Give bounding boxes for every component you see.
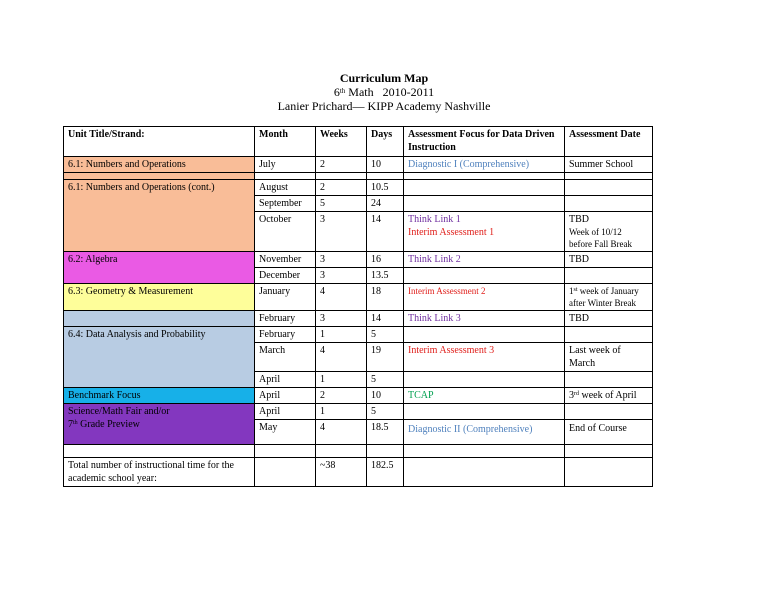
month-cell: April xyxy=(255,388,316,404)
month-cell: February xyxy=(255,327,316,343)
weeks-cell: 5 xyxy=(316,196,367,212)
table-row xyxy=(64,311,653,327)
focus-cell: Interim Assessment 3 xyxy=(404,343,565,372)
weeks-cell: 4 xyxy=(316,420,367,445)
date-cell xyxy=(565,284,653,311)
unit-cell: 6.1: Numbers and Operations xyxy=(64,157,255,173)
focus-cell: Think Link 3 xyxy=(404,311,565,327)
unit-cell: 6.1: Numbers and Operations (cont.) xyxy=(64,180,255,252)
date-cell: TBD xyxy=(565,311,653,327)
spacer-cell xyxy=(404,445,565,458)
date-text: week of April xyxy=(579,390,637,401)
days-cell: 24 xyxy=(367,196,404,212)
subject-year: Math 2010-2011 xyxy=(348,85,435,99)
grade-suffix: th xyxy=(339,87,346,95)
date-cell xyxy=(565,180,653,196)
days-cell: 5 xyxy=(367,372,404,388)
date-text: week of January xyxy=(577,286,639,296)
date-cell xyxy=(565,212,653,252)
spacer-cell xyxy=(565,445,653,458)
date-line: before Fall Break xyxy=(569,239,632,249)
month-cell: April xyxy=(255,372,316,388)
unit-cell: 6.4: Data Analysis and Probability xyxy=(64,327,255,388)
date-cell xyxy=(565,268,653,284)
spacer-row xyxy=(64,445,653,458)
total-label: Total number of instructional time for the academic school year: xyxy=(64,458,255,487)
days-cell: 10 xyxy=(367,157,404,173)
table-row xyxy=(64,157,653,173)
focus-cell: Diagnostic II (Comprehensive) xyxy=(404,420,565,445)
weeks-cell: 2 xyxy=(316,388,367,404)
unit-text: Grade Preview xyxy=(77,419,140,430)
month-cell: January xyxy=(255,284,316,311)
table-row xyxy=(64,327,653,343)
total-month-cell xyxy=(255,458,316,487)
unit-line xyxy=(68,418,250,431)
weeks-cell xyxy=(316,173,367,180)
col-header-month: Month xyxy=(255,127,316,157)
date-cell xyxy=(565,388,653,404)
date-cell: End of Course xyxy=(565,420,653,445)
date-cell xyxy=(565,372,653,388)
total-weeks: ~38 xyxy=(316,458,367,487)
month-cell: December xyxy=(255,268,316,284)
page-title: Curriculum Map xyxy=(339,71,429,85)
date-cell: TBD xyxy=(565,252,653,268)
focus-cell xyxy=(404,372,565,388)
focus-cell xyxy=(404,173,565,180)
table-row xyxy=(64,252,653,268)
weeks-cell: 1 xyxy=(316,404,367,420)
focus-cell xyxy=(404,196,565,212)
date-ordinal-suffix: rd xyxy=(574,391,579,397)
unit-grade-number: 7 xyxy=(68,419,73,430)
total-date-cell xyxy=(565,458,653,487)
weeks-cell: 3 xyxy=(316,268,367,284)
unit-line: Science/Math Fair and/or xyxy=(68,406,170,417)
spacer-cell xyxy=(64,445,255,458)
unit-cell: Benchmark Focus xyxy=(64,388,255,404)
days-cell: 18 xyxy=(367,284,404,311)
date-cell xyxy=(565,327,653,343)
month-cell: August xyxy=(255,180,316,196)
total-focus-cell xyxy=(404,458,565,487)
days-cell: 13.5 xyxy=(367,268,404,284)
date-cell xyxy=(565,404,653,420)
spacer-cell xyxy=(316,445,367,458)
days-cell: 10.5 xyxy=(367,180,404,196)
days-cell: 14 xyxy=(367,212,404,252)
month-cell: May xyxy=(255,420,316,445)
unit-cell: 6.2: Algebra xyxy=(64,252,255,284)
table-row xyxy=(64,404,653,420)
unit-grade-suffix: th xyxy=(73,420,78,426)
weeks-cell: 1 xyxy=(316,327,367,343)
total-days: 182.5 xyxy=(367,458,404,487)
col-header-focus: Assessment Focus for Data Driven Instruction xyxy=(404,127,565,157)
table-header-row xyxy=(64,127,653,157)
date-ordinal: 1 xyxy=(569,286,574,296)
date-line: TBD xyxy=(569,214,589,225)
month-cell xyxy=(255,173,316,180)
col-header-weeks: Weeks xyxy=(316,127,367,157)
grade-number: 6 xyxy=(333,85,340,99)
weeks-cell: 3 xyxy=(316,252,367,268)
month-cell: July xyxy=(255,157,316,173)
date-line xyxy=(569,285,648,297)
grade-subject-year xyxy=(0,85,768,99)
weeks-cell: 1 xyxy=(316,372,367,388)
spacer-cell xyxy=(255,445,316,458)
weeks-cell: 4 xyxy=(316,343,367,372)
days-cell: 18.5 xyxy=(367,420,404,445)
unit-cell xyxy=(64,173,255,180)
month-cell: March xyxy=(255,343,316,372)
unit-cell xyxy=(64,311,255,327)
days-cell: 10 xyxy=(367,388,404,404)
focus-cell: Diagnostic I (Comprehensive) xyxy=(404,157,565,173)
days-cell: 5 xyxy=(367,327,404,343)
table-row xyxy=(64,173,653,180)
date-cell xyxy=(565,173,653,180)
table-row xyxy=(64,180,653,196)
date-ordinal-suffix: st xyxy=(573,287,578,293)
focus-cell xyxy=(404,327,565,343)
weeks-cell: 2 xyxy=(316,157,367,173)
unit-cell: 6.3: Geometry & Measurement xyxy=(64,284,255,311)
col-header-date: Assessment Date xyxy=(565,127,653,157)
focus-cell: Think Link 2 xyxy=(404,252,565,268)
curriculum-table xyxy=(63,126,653,487)
month-cell: November xyxy=(255,252,316,268)
weeks-cell: 4 xyxy=(316,284,367,311)
total-row xyxy=(64,458,653,487)
days-cell: 14 xyxy=(367,311,404,327)
focus-cell xyxy=(404,180,565,196)
think-link-1-label: Think Link 1 xyxy=(408,214,461,225)
date-ordinal: 3 xyxy=(569,390,574,401)
author-school: Lanier Prichard— KIPP Academy Nashville xyxy=(277,99,491,113)
days-cell: 19 xyxy=(367,343,404,372)
date-line: Last week of xyxy=(569,345,621,356)
month-cell: April xyxy=(255,404,316,420)
days-cell: 5 xyxy=(367,404,404,420)
days-cell xyxy=(367,173,404,180)
month-cell: February xyxy=(255,311,316,327)
focus-cell xyxy=(404,268,565,284)
focus-cell xyxy=(404,212,565,252)
days-cell: 16 xyxy=(367,252,404,268)
unit-cell xyxy=(64,404,255,445)
focus-cell: TCAP xyxy=(404,388,565,404)
focus-cell xyxy=(404,404,565,420)
col-header-days: Days xyxy=(367,127,404,157)
date-line: March xyxy=(569,358,596,369)
date-line: Week of 10/12 xyxy=(569,227,622,237)
date-cell xyxy=(565,196,653,212)
interim-assessment-1-label: Interim Assessment 1 xyxy=(408,227,495,238)
month-cell: October xyxy=(255,212,316,252)
table-row xyxy=(64,388,653,404)
weeks-cell: 3 xyxy=(316,311,367,327)
col-header-unit: Unit Title/Strand: xyxy=(64,127,255,157)
spacer-cell xyxy=(367,445,404,458)
table-row xyxy=(64,284,653,311)
weeks-cell: 2 xyxy=(316,180,367,196)
month-cell: September xyxy=(255,196,316,212)
date-line: after Winter Break xyxy=(569,298,636,308)
date-cell xyxy=(565,343,653,372)
weeks-cell: 3 xyxy=(316,212,367,252)
focus-cell: Interim Assessment 2 xyxy=(404,284,565,311)
date-cell: Summer School xyxy=(565,157,653,173)
